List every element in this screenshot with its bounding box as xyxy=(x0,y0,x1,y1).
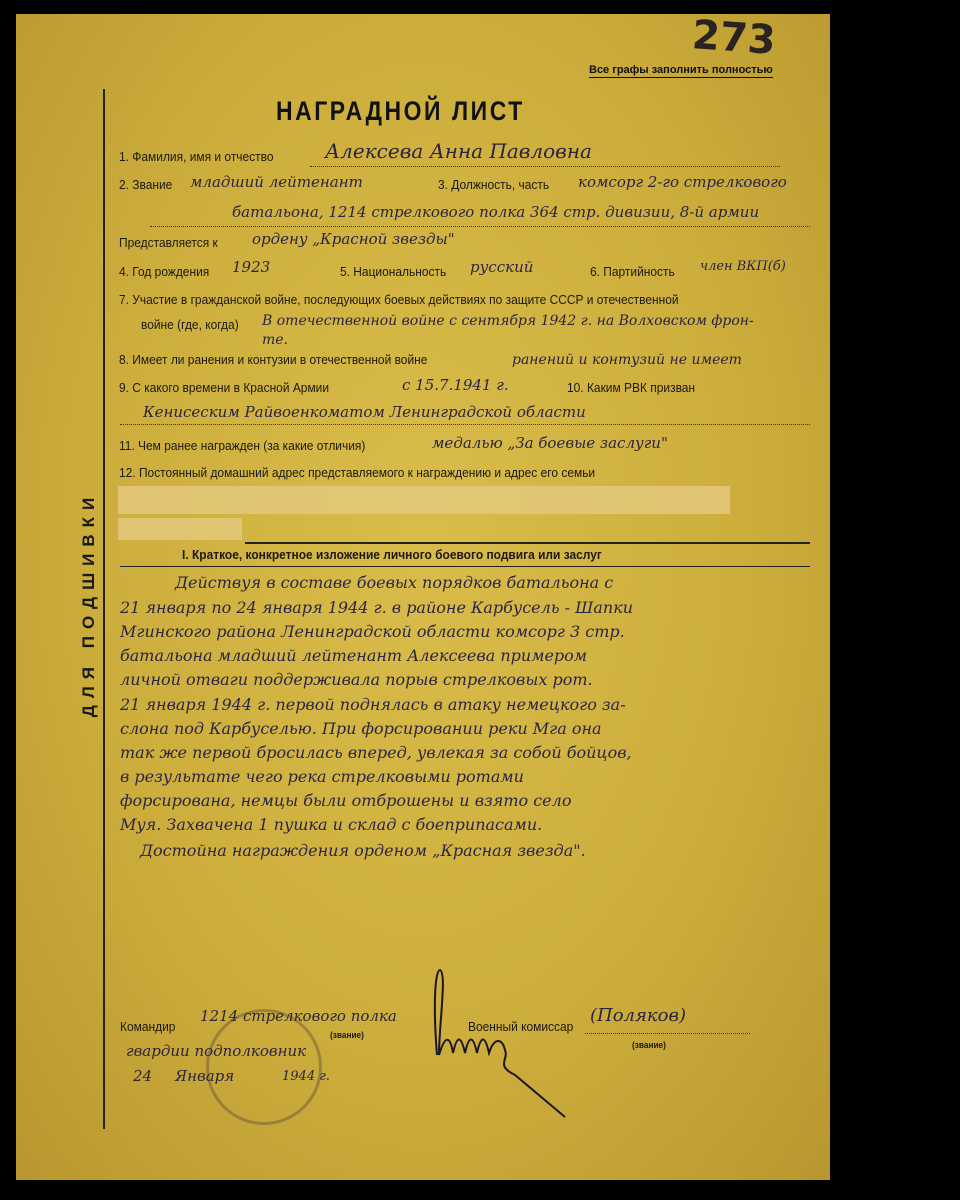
commissar-label: Военный комиссар xyxy=(468,1019,574,1034)
section-heading: I. Краткое, конкретное изложение личного боевого подвига или заслуг xyxy=(182,547,602,562)
commander-value: 1214 стрелкового полка xyxy=(200,1007,397,1025)
field-4-value: 1923 xyxy=(232,258,271,276)
field-7-value-cont: те. xyxy=(262,332,289,348)
field-7-label-1: 7. Участие в гражданской войне, последующих боевых действиях по защите СССР и отечественной xyxy=(119,292,679,307)
field-9-value: с 15.7.1941 г. xyxy=(402,376,509,394)
redacted-address xyxy=(118,486,730,514)
field-6-label: 6. Партийность xyxy=(590,264,675,279)
narrative-line: Муя. Захвачена 1 пушка и склад с боеприпасами. xyxy=(120,815,543,834)
signature xyxy=(425,965,575,1125)
field-4-label: 4. Год рождения xyxy=(119,264,210,279)
field-6-value: член ВКП(б) xyxy=(700,259,786,274)
redacted-address-2 xyxy=(118,518,242,540)
field-3-label: 3. Должность, часть xyxy=(438,177,550,192)
archive-number: 273 xyxy=(690,12,778,64)
date-day: 24 xyxy=(133,1067,153,1085)
field-2-label: 2. Звание xyxy=(119,177,173,192)
narrative-line: форсирована, немцы были отброшены и взято село xyxy=(120,791,572,810)
narrative-line: Действуя в составе боевых порядков батальона с xyxy=(175,573,614,592)
page-title: НАГРАДНОЙ ЛИСТ xyxy=(276,96,525,126)
field-2-value: младший лейтенант xyxy=(190,173,363,191)
field-11-label: 11. Чем ранее награжден (за какие отличия) xyxy=(119,438,366,453)
date-year: 1944 г. xyxy=(282,1069,330,1084)
field-3-value-cont: батальона, 1214 стрелкового полка 364 стр. дивизии, 8-й армии xyxy=(232,203,760,221)
field-10-label: 10. Каким РВК призван xyxy=(567,380,696,395)
narrative-line: слона под Карбуселью. При форсировании реки Мга она xyxy=(120,719,602,738)
award-label: Представляется к xyxy=(119,235,218,250)
field-8-label: 8. Имеет ли ранения и контузии в отечественной войне xyxy=(119,352,428,367)
field-7-label-2: войне (где, когда) xyxy=(141,317,239,332)
narrative-line: так же первой бросилась вперед, увлекая за собой бойцов, xyxy=(120,743,632,762)
narrative-line: 21 января по 24 января 1944 г. в районе Карбусель - Шапки xyxy=(120,598,634,617)
binding-margin-line xyxy=(103,89,105,1129)
narrative-line: в результате чего река стрелковыми ротами xyxy=(120,767,524,786)
commander-sublabel: (звание) xyxy=(330,1030,364,1040)
commander-rank: гвардии подполковник xyxy=(126,1042,307,1060)
field-11-value: медалью „За боевые заслуги" xyxy=(432,434,668,452)
award-value: ордену „Красной звезды" xyxy=(252,230,455,248)
date-month: Января xyxy=(175,1067,235,1085)
narrative-line: батальона младший лейтенант Алексеева примером xyxy=(120,646,588,665)
commander-label: Командир xyxy=(120,1019,176,1034)
field-10-value: Кенисеским Райвоенкоматом Ленинградской области xyxy=(143,403,586,421)
field-1-value: Алексева Анна Павловна xyxy=(325,139,592,163)
field-12-label: 12. Постоянный домашний адрес представляемого к награждению и адрес его семьи xyxy=(119,465,596,480)
field-7-value: В отечественной войне с сентября 1942 г. на Волховском фрон- xyxy=(262,313,754,329)
narrative-line: 21 января 1944 г. первой поднялась в атаку немецкого за- xyxy=(120,695,626,714)
side-label: ДЛЯ ПОДШИВКИ xyxy=(79,490,99,718)
narrative-line: личной отваги поддерживала порыв стрелковых рот. xyxy=(120,670,593,689)
field-3-value: комсорг 2-го стрелкового xyxy=(578,173,787,191)
field-1-label: 1. Фамилия, имя и отчество xyxy=(119,149,274,164)
commissar-value: (Поляков) xyxy=(590,1005,687,1026)
field-8-value: ранений и контузий не имеет xyxy=(512,352,742,368)
field-5-label: 5. Национальность xyxy=(340,264,447,279)
commissar-sublabel: (звание) xyxy=(632,1040,666,1050)
field-5-value: русский xyxy=(470,258,534,276)
fill-all-note: Все графы заполнить полностью xyxy=(589,64,773,76)
narrative-line: Мгинского района Ленинградской области комсорг 3 стр. xyxy=(120,622,625,641)
narrative-line: Достойна награждения орденом „Красная звезда". xyxy=(140,841,586,860)
field-9-label: 9. С какого времени в Красной Армии xyxy=(119,380,330,395)
